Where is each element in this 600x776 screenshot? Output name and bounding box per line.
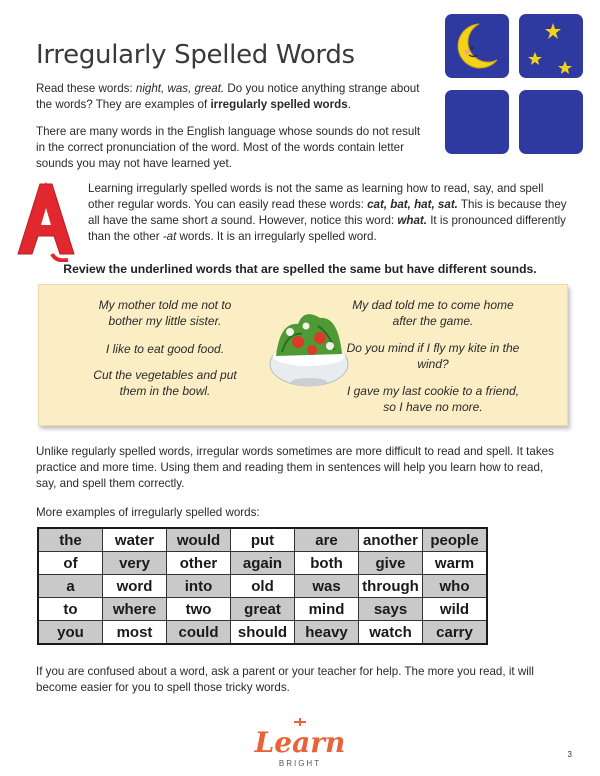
table-cell: two: [167, 598, 231, 621]
sentence-right-3: I gave my last cookie to a friend, so I have no more.: [346, 384, 520, 414]
table-cell: very: [103, 552, 167, 575]
table-cell: another: [359, 529, 423, 552]
moon-tile-icon: [445, 14, 509, 78]
table-cell: into: [167, 575, 231, 598]
table-cell: you: [39, 621, 103, 643]
example-words: night, was, great.: [135, 82, 225, 95]
table-row: [39, 529, 486, 552]
table-cell: word: [103, 575, 167, 598]
table-cell: carry: [423, 621, 486, 643]
blank-tile: [519, 90, 583, 154]
table-cell: put: [231, 529, 295, 552]
sentence-left-1: My mother told me not to bother my little sister.: [98, 298, 232, 328]
table-cell: to: [39, 598, 103, 621]
page-number: 3: [567, 750, 572, 759]
table-row: [39, 598, 486, 621]
letter-a-icon: [16, 180, 76, 262]
table-cell: heavy: [295, 621, 359, 643]
table-cell: water: [103, 529, 167, 552]
table-cell: the: [39, 529, 103, 552]
table-cell: was: [295, 575, 359, 598]
table-cell: mind: [295, 598, 359, 621]
table-cell: wild: [423, 598, 486, 621]
example-words: cat, bat, hat, sat.: [367, 198, 458, 211]
table-row: [39, 575, 486, 598]
table-cell: of: [39, 552, 103, 575]
stars-tile-icon: [519, 14, 583, 78]
logo-sub-text: BRIGHT: [278, 759, 322, 768]
intro-paragraph-1: Read these words: night, was, great. Do you notice anything strange about the words? They are examples of irregularly spelled words.: [36, 82, 420, 111]
sentence-right-1: My dad told me to come home after the game.: [352, 298, 514, 328]
table-cell: people: [423, 529, 486, 552]
sentence-left-2: I like to eat good food.: [105, 342, 225, 356]
table-row: [39, 552, 486, 575]
table-cell: give: [359, 552, 423, 575]
salad-bowl-icon: [268, 302, 350, 394]
example-word-what: what.: [397, 214, 427, 227]
logo-main-text: Learn: [254, 726, 346, 759]
blank-tile: [445, 90, 509, 154]
table-cell: great: [231, 598, 295, 621]
table-cell: where: [103, 598, 167, 621]
paragraph-regular-vs-irregular: Unlike regularly spelled words, irregular words sometimes are more difficult to read and spell. It takes practice and more time. Using them and reading them in sentences will help you learn how to read, say, and spell them correctly.: [36, 445, 554, 490]
night-tiles: [445, 14, 585, 154]
table-cell: through: [359, 575, 423, 598]
table-cell: a: [39, 575, 103, 598]
intro-paragraph-3: Learning irregularly spelled words is not the same as learning how to read, say, and spell other regular words. You can easily read these words: cat, bat, hat, sat. This is because they all have the same short a sound. However, notice this word: what. It is pronounced differently than the other -at words. It is an irregularly spelled word.: [88, 182, 567, 243]
table-cell: both: [295, 552, 359, 575]
table-cell: other: [167, 552, 231, 575]
intro-paragraph-2: There are many words in the English language whose sounds do not result in the correct pronunciation of the word. Most of the words contain letter sounds you may not have learned yet.: [36, 125, 421, 170]
table-cell: most: [103, 621, 167, 643]
learn-bright-logo: [247, 716, 353, 770]
table-cell: are: [295, 529, 359, 552]
table-cell: would: [167, 529, 231, 552]
word-table: [37, 527, 488, 645]
closing-paragraph: If you are confused about a word, ask a parent or your teacher for help. The more you read, it will become easier for you to spell those tricky words.: [36, 665, 534, 694]
review-heading: Review the underlined words that are spelled the same but have different sounds.: [63, 262, 537, 276]
table-intro: More examples of irregularly spelled words:: [36, 506, 260, 519]
table-cell: watch: [359, 621, 423, 643]
table-cell: could: [167, 621, 231, 643]
table-cell: who: [423, 575, 486, 598]
sentence-left-3: Cut the vegetables and put them in the bowl.: [93, 368, 237, 398]
sentence-right-2: Do you mind if I fly my kite in the wind?: [346, 341, 520, 371]
table-cell: says: [359, 598, 423, 621]
table-cell: again: [231, 552, 295, 575]
table-cell: warm: [423, 552, 486, 575]
table-cell: should: [231, 621, 295, 643]
key-term: irregularly spelled words: [210, 98, 348, 111]
table-cell: old: [231, 575, 295, 598]
table-row: [39, 621, 486, 643]
page-title: Irregularly Spelled Words: [36, 40, 355, 70]
